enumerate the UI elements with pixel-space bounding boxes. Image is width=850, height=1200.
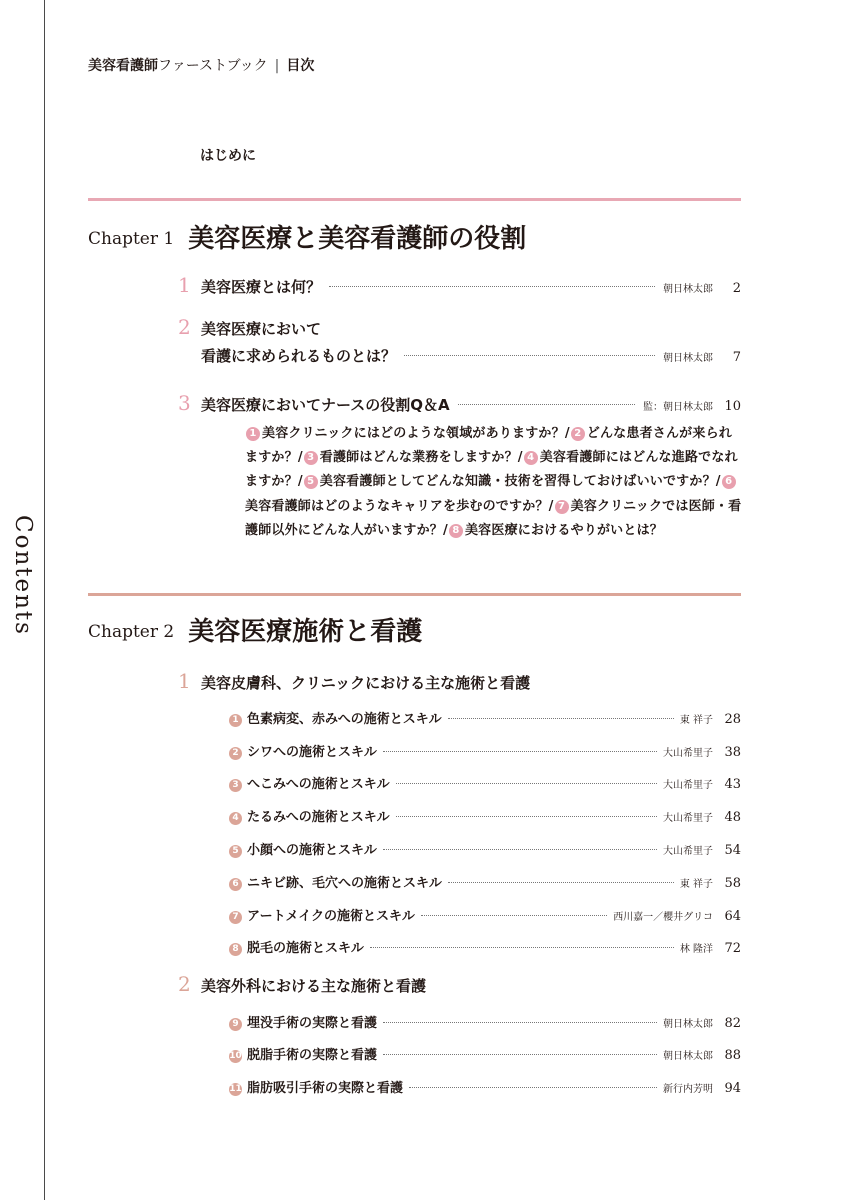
item-author: 大山希里子	[663, 780, 713, 791]
entry-page: 7	[732, 350, 741, 365]
dot-leader	[383, 849, 657, 850]
entry-author: 朝日林太郎	[663, 284, 713, 295]
dot-leader	[404, 355, 655, 356]
item-title: ニキビ跡、毛穴への施術とスキル	[247, 876, 442, 891]
toc-sub-entry[interactable]	[229, 741, 741, 761]
side-contents-label: Contents	[10, 515, 36, 636]
dot-leader	[383, 751, 657, 752]
item-title: 埋没手術の実際と看護	[247, 1016, 378, 1031]
item-page: 28	[724, 712, 741, 727]
item-page: 88	[724, 1048, 741, 1063]
item-author: 新行内芳明	[663, 1084, 713, 1095]
entry-number: 2	[178, 315, 191, 339]
item-number-badge: 7	[229, 911, 242, 924]
item-author: 大山希里子	[663, 813, 713, 824]
chapter1-rule	[88, 198, 741, 201]
chapter2-heading	[88, 611, 422, 648]
dot-leader	[448, 882, 674, 883]
item-number-badge: 6	[229, 878, 242, 891]
toc-sub-entry[interactable]	[229, 806, 741, 826]
item-author: 林 隆洋	[679, 944, 713, 955]
section-heading[interactable]	[178, 972, 741, 996]
entry-title: 美容医療とは何？	[201, 278, 322, 296]
item-number-badge: 8	[229, 943, 242, 956]
item-number-badge: 9	[229, 1018, 242, 1031]
item-title: 脂肪吸引手術の実際と看護	[247, 1081, 404, 1096]
item-title: 小顔への施術とスキル	[247, 843, 377, 858]
qa-number-badge: 5	[304, 475, 318, 489]
item-page: 94	[724, 1081, 741, 1096]
dot-leader	[383, 1022, 657, 1023]
qa-question: 美容看護師としてどんな知識・技術を習得しておけばいいですか？	[319, 474, 716, 490]
item-title: たるみへの施術とスキル	[247, 810, 390, 825]
toc-entry[interactable]	[178, 391, 741, 415]
item-number-badge: 5	[229, 845, 242, 858]
item-number-badge: 1	[229, 714, 242, 727]
qa-number-badge: 2	[571, 427, 585, 441]
toc-sub-entry[interactable]	[229, 1044, 741, 1064]
item-title: アートメイクの施術とスキル	[247, 909, 415, 924]
entry-author: 朝日林太郎	[663, 353, 713, 364]
item-title: 脱脂手術の実際と看護	[247, 1048, 378, 1063]
toc-sub-entry[interactable]	[229, 1012, 741, 1032]
item-author: 朝日林太郎	[663, 1051, 713, 1062]
entry-author: 監：朝日林太郎	[643, 402, 713, 413]
book-title: 美容看護師ファーストブック | 目次	[88, 58, 315, 74]
toc-sub-entry[interactable]	[229, 937, 741, 957]
item-title: シワへの施術とスキル	[247, 745, 377, 760]
qa-number-badge: 6	[722, 475, 736, 489]
item-author: 東 祥子	[679, 715, 713, 726]
qa-question: 美容看護師はどのようなキャリアを歩むのですか？	[245, 498, 549, 514]
chapter1-heading	[88, 218, 526, 255]
entry-page: 2	[732, 281, 741, 296]
item-number-badge: 11	[229, 1084, 242, 1094]
item-author: 西川嘉一／櫻井グリコ	[613, 912, 713, 923]
section-title: 美容皮膚科、クリニックにおける主な施術と看護	[201, 674, 531, 692]
qa-question: 美容クリニックでは医師・看護師以外にどんな人がいますか？	[245, 498, 742, 538]
item-page: 72	[724, 941, 741, 956]
item-page: 54	[724, 843, 741, 858]
section-title: 美容外科における主な施術と看護	[201, 977, 427, 995]
qa-question: どんな患者さんが来られますか？	[245, 426, 732, 466]
toc-sub-entry[interactable]	[229, 839, 741, 859]
qa-list: 1 美容クリニックにはどのような領域がありますか？/ 2 どんな患者さんが来られますか？/ 3 看護師はどんな業務をしますか？/ 4 美容看護師にはどんな進路でなれますか？/ 5 美容看護師としてどんな知識・技術を習得しておけばいいですか？/ 6美容看護師はどのようなキャリアを歩むのですか？/ 7 美容クリニックでは医師・看護師以外にどんな人がいますか？/ 8 美容医療におけるやりがいとは？	[245, 426, 742, 538]
margin-rule	[44, 0, 45, 1200]
dot-leader	[458, 404, 635, 405]
dot-leader	[329, 286, 655, 287]
section-number: 1	[178, 669, 191, 693]
dot-leader	[421, 915, 607, 916]
item-title: へこみへの施術とスキル	[247, 777, 390, 792]
entry-title-line1: 美容医療において	[201, 320, 322, 338]
toc-sub-entry[interactable]	[229, 905, 741, 925]
qa-number-badge: 4	[524, 451, 538, 465]
chapter2-label: Chapter 2	[88, 622, 175, 642]
chapter2-rule	[88, 593, 741, 596]
qa-number-badge: 1	[246, 427, 260, 441]
entry-number: 1	[178, 273, 191, 297]
item-number-badge: 10	[229, 1051, 242, 1061]
item-page: 43	[724, 777, 741, 792]
chapter2-title: 美容医療施術と看護	[188, 617, 423, 647]
toc-sub-entry[interactable]	[229, 773, 741, 793]
item-page: 48	[724, 810, 741, 825]
qa-number-badge: 8	[449, 524, 463, 538]
dot-leader	[448, 718, 674, 719]
entry-page: 10	[724, 399, 741, 414]
item-page: 38	[724, 745, 741, 760]
dot-leader	[383, 1054, 657, 1055]
chapter1-title: 美容医療と美容看護師の役割	[188, 224, 527, 254]
entry-title: 美容医療においてナースの役割Q＆A	[201, 396, 450, 414]
qa-number-badge: 3	[304, 451, 318, 465]
toc-sub-entry[interactable]	[229, 872, 741, 892]
toc-sub-entry[interactable]	[229, 708, 741, 728]
item-author: 大山希里子	[663, 846, 713, 857]
item-author: 朝日林太郎	[663, 1019, 713, 1030]
item-number-badge: 2	[229, 747, 242, 760]
dot-leader	[396, 783, 657, 784]
item-author: 大山希里子	[663, 748, 713, 759]
item-number-badge: 4	[229, 812, 242, 825]
chapter1-label: Chapter 1	[88, 229, 175, 249]
dot-leader	[370, 947, 674, 948]
dot-leader	[396, 816, 657, 817]
item-number-badge: 3	[229, 779, 242, 792]
qa-number-badge: 7	[555, 500, 569, 514]
item-page: 58	[724, 876, 741, 891]
toc-entry[interactable]	[178, 315, 741, 339]
toc-sub-entry[interactable]	[229, 1077, 741, 1097]
section-heading[interactable]	[178, 669, 741, 693]
qa-question: 美容看護師にはどんな進路でなれますか？	[245, 450, 738, 490]
entry-number: 3	[178, 391, 191, 415]
item-page: 64	[724, 909, 741, 924]
qa-question: 美容医療におけるやりがいとは？	[464, 522, 663, 538]
qa-question: 看護師はどんな業務をしますか？	[319, 450, 518, 466]
intro-link[interactable]: はじめに	[200, 148, 256, 164]
dot-leader	[409, 1087, 657, 1088]
item-title: 脱毛の施術とスキル	[247, 941, 364, 956]
toc-entry[interactable]	[178, 273, 741, 297]
qa-question: 美容クリニックにはどのような領域がありますか？	[262, 426, 565, 441]
entry-title-line2: 看護に求められるものとは？	[201, 347, 397, 365]
section-number: 2	[178, 972, 191, 996]
item-title: 色素病変、赤みへの施術とスキル	[247, 712, 442, 727]
item-page: 82	[724, 1016, 741, 1031]
toc-entry-continued[interactable]	[201, 345, 741, 366]
item-author: 東 祥子	[679, 879, 713, 890]
